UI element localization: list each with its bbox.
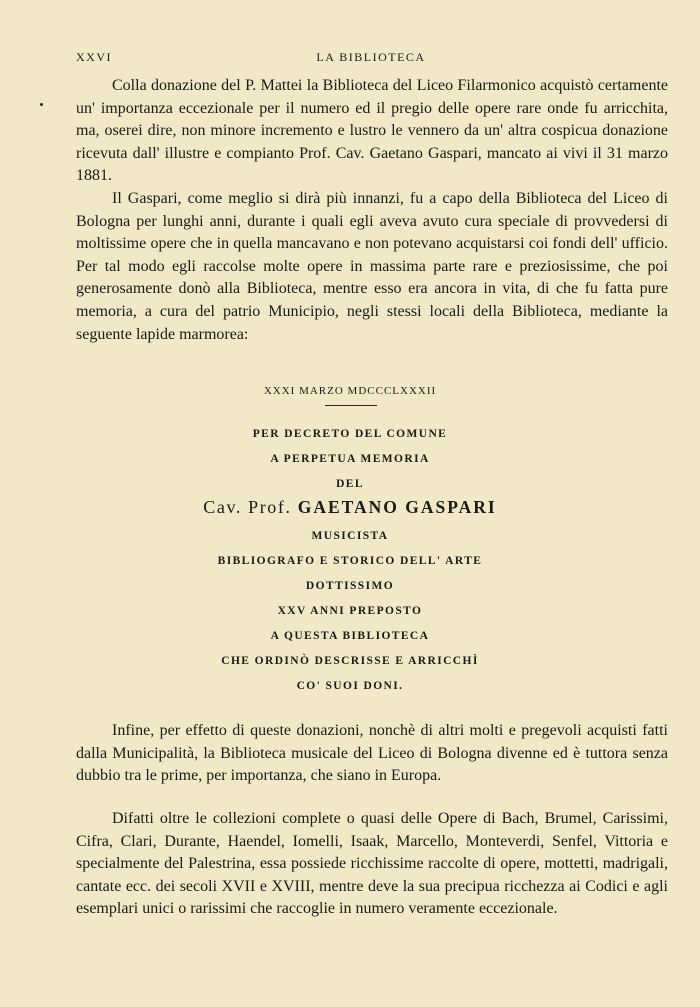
honoree-name: GAETANO GASPARI xyxy=(297,497,497,517)
paragraph-conclusion: Infine, per effetto di queste donazioni, nonchè di altri molti e pregevoli acquisti fatti dalla Municipalità, la Biblioteca musicale del Liceo di Bologna divenne ed è tuttora senza dubbio tra le prime, per importanza, che siano in Europa. xyxy=(76,722,668,785)
inscription-line-9: A QUESTA BIBLIOTECA xyxy=(270,630,430,642)
inscription-divider xyxy=(325,405,377,406)
running-title: LA BIBLIOTECA xyxy=(316,50,426,64)
page-number: XXVI xyxy=(76,50,112,64)
paragraph-gaspari: Il Gaspari, come meglio si dirà più innanzi, fu a capo della Biblioteca del Liceo di Bologna per lunghi anni, durante i quali egli aveva avuto cura speciale di provvedersi di moltissime opere che in quella mancavano e non potevano acquistarsi coi fondi dell' ufficio. Per tal modo egli raccolse molte opere in massima parte rare e preziosissime, che poi generosamente donò alla Biblioteca, mentre esso era ancora in vita, di che fu fatta pure memoria, a cura del patrio Municipio, negli stessi locali della Biblioteca, mediante la seguente lapide marmorea: xyxy=(76,190,668,343)
honoree-title: Cav. Prof. xyxy=(203,497,292,517)
inscription-line-8: XXV ANNI PREPOSTO xyxy=(277,605,423,617)
inscription-honoree xyxy=(0,497,700,518)
running-header xyxy=(76,50,666,70)
inscription-line-7: DOTTISSIMO xyxy=(305,580,395,592)
paragraph-collections: Difatti oltre le collezioni complete o quasi delle Opere di Bach, Brumel, Carissimi, Cifra, Clari, Durante, Haendel, Iomelli, Isaak, Marcello, Monteverdi, Senfel, Vittoria e specialmente del Palestrina, essa possiede ricchissime raccolte di opere, mottetti, madrigali, cantate ecc. dei secoli XVII e XVIII, mentre deve la sua precipua ricchezza ai Codici e agli esemplari unici o rarissimi che raccoglie in numero veramente eccezionale. xyxy=(76,810,668,918)
inscription-line-6: BIBLIOGRAFO E STORICO DELL' ARTE xyxy=(217,555,483,567)
inscription-line-2: A PERPETUA MEMORIA xyxy=(270,453,430,465)
inscription-line-5: MUSICISTA xyxy=(311,530,389,542)
inscription-line-11: CO' SUOI DONI. xyxy=(296,680,404,692)
margin-mark xyxy=(40,103,43,106)
paragraph-mattei-donation: Colla donazione del P. Mattei la Biblioteca del Liceo Filarmonico acquistò certamente un' importanza eccezionale per il numero ed il pregio delle opere rare onde fu arricchita, ma, oserei dire, non minore incremento e lustro le vennero da un' altra cospicua donazione ricevuta dall' illustre e compianto Prof. Cav. Gaetano Gaspari, mancato ai vivi il 31 marzo 1881. xyxy=(76,77,668,185)
inscription-line-1: PER DECRETO DEL COMUNE xyxy=(252,428,448,440)
inscription-line-10: CHE ORDINÒ DESCRISSE E ARRICCHÌ xyxy=(221,655,479,667)
inscription-date: XXXI MARZO MDCCCLXXXII xyxy=(263,385,437,397)
inscription-line-3: DEL xyxy=(336,478,364,490)
